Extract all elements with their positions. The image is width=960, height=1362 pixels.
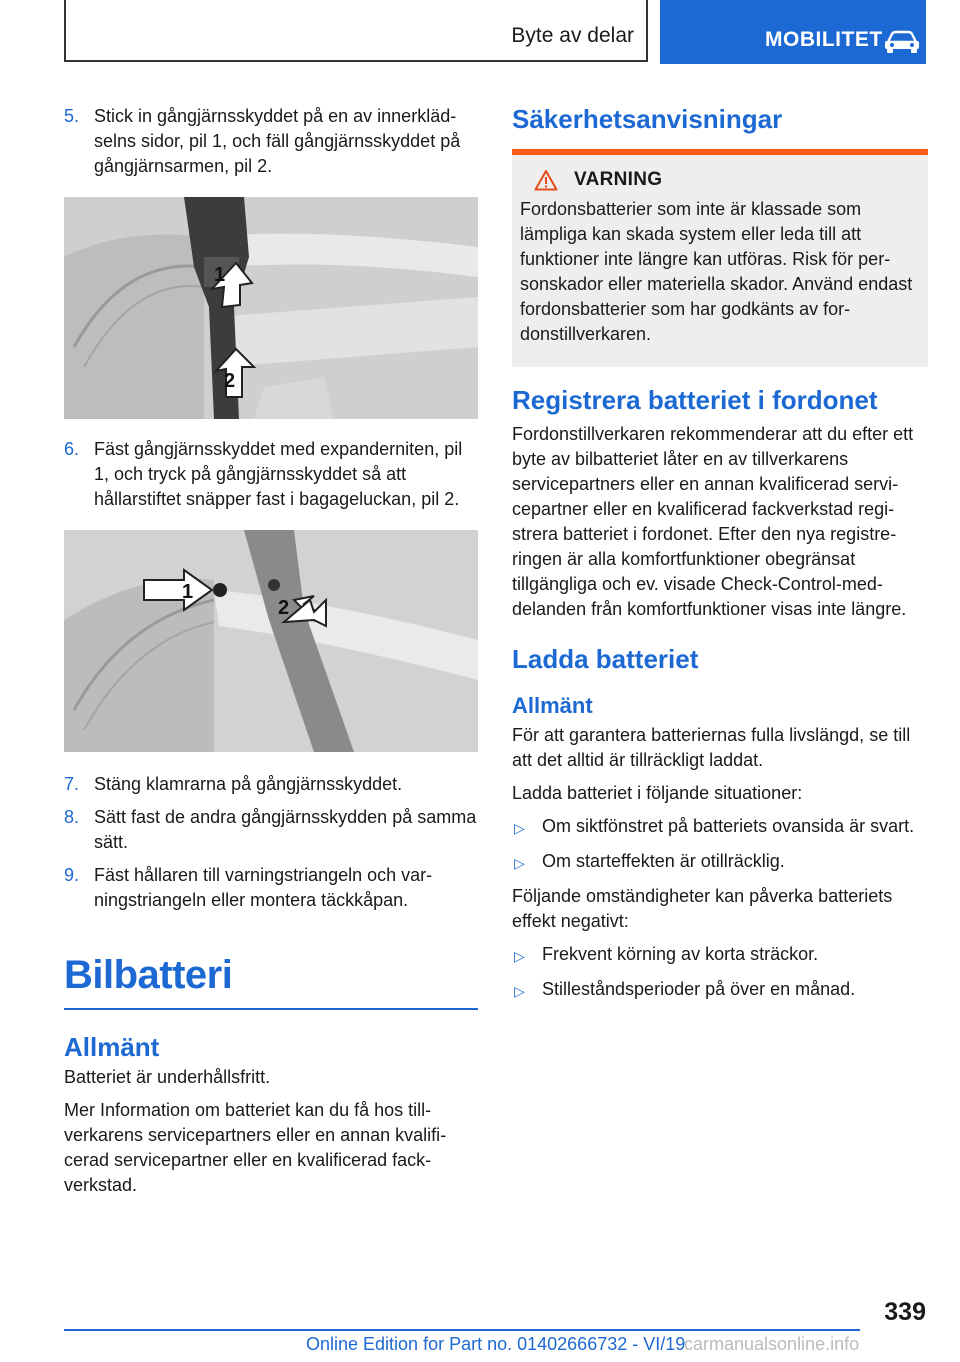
- list-item-text: Frekvent körning av korta sträckor.: [542, 944, 819, 964]
- chapter-tab-label: MOBILITET: [765, 28, 883, 51]
- heading-allmant: Allmänt: [64, 1032, 160, 1062]
- list-item: [512, 977, 928, 1004]
- heading-bilbatteri: Bilbatteri: [64, 953, 478, 1010]
- list-item-text: Om starteffekten är otillräcklig.: [542, 851, 785, 871]
- list-item-text: Om siktfönstret på batteriets ovansida är svart.: [542, 816, 915, 836]
- triangle-bullet-icon: ▷: [514, 855, 525, 871]
- page-header: [64, 0, 926, 64]
- list-item: [512, 849, 928, 876]
- left-column: [64, 104, 478, 1206]
- step-number: 5.: [64, 106, 80, 126]
- footer-divider: [64, 1329, 860, 1331]
- arrow-label-2: 2: [278, 597, 290, 619]
- arrow-label-1: 1: [214, 264, 226, 286]
- heading-registrera-batteriet: Registrera batteriet i fordonet: [512, 385, 878, 415]
- paragraph: Fordonstillverkaren rekommenderar att du efter ett byte av bilbatteriet låter en av tillverkarens servicepartners eller en annan kvalificerad servicepartner eller en kvalificerad fackverkstad registrera batteriet i fordonet. Efter den nya registreringen är alla komfortfunktioner obegränsat tillgängliga och ev. visade Check-Control-meddelanden från komfortfunktioner visas inte längre.: [512, 424, 914, 619]
- subheading-allmant: Allmänt: [512, 693, 593, 718]
- footer-edition: Online Edition for Part no. 01402666732 - VI/19: [306, 1334, 686, 1354]
- trunk-hinge-photo-1: [64, 197, 478, 419]
- car-icon: [882, 28, 922, 54]
- list-item: [512, 942, 928, 969]
- heading-ladda-batteriet: Ladda batteriet: [512, 644, 699, 674]
- triangle-bullet-icon: ▷: [514, 948, 525, 964]
- warning-header: [520, 169, 920, 191]
- footer-watermark: carmanualsonline.info: [684, 1334, 860, 1354]
- step-text: Sätt fast de andra gångjärnsskydden på samma sätt.: [94, 807, 477, 852]
- step-number: 7.: [64, 774, 80, 794]
- page-number: 339: [884, 1298, 926, 1326]
- warning-title: VARNING: [574, 169, 663, 190]
- paragraph: Batteriet är underhållsfritt.: [64, 1067, 271, 1087]
- right-column: [512, 104, 928, 1012]
- chapter-tab: [660, 0, 926, 64]
- trunk-hinge-photo-2: [64, 530, 478, 752]
- step-number: 9.: [64, 865, 80, 885]
- warning-box: [512, 149, 928, 367]
- paragraph: Mer Information om batteriet kan du få hos tillverkarens servicepartners eller en annan kvalificerad servicepartner eller en kvalificerad fackverkstad.: [64, 1100, 447, 1195]
- step-9: [64, 863, 478, 913]
- heading-sakerhetsanvisningar: Säkerhetsanvisningar: [512, 104, 783, 134]
- triangle-bullet-icon: ▷: [514, 983, 525, 999]
- step-8: [64, 805, 478, 855]
- step-number: 8.: [64, 807, 80, 827]
- paragraph: Följande omständigheter kan påverka batteriets effekt negativt:: [512, 886, 893, 931]
- step-text: Stick in gångjärnsskyddet på en av innerklädselns sidor, pil 1, och fäll gångjärnsskyddet på gångjärnsarmen, pil 2.: [94, 106, 461, 176]
- paragraph: För att garantera batteriernas fulla livslängd, se till att det alltid är tillräckligt laddat.: [512, 725, 911, 770]
- step-5: [64, 104, 478, 179]
- step-text: Fäst hållaren till varningstriangeln och varningstriangeln eller montera täckkåpan.: [94, 865, 433, 910]
- list-item: [512, 814, 928, 841]
- section-title-box: [64, 0, 648, 62]
- step-number: 6.: [64, 439, 80, 459]
- step-text: Stäng klamrarna på gångjärnsskyddet.: [94, 774, 403, 794]
- arrow-label-1: 1: [182, 581, 194, 603]
- warning-text: Fordonsbatterier som inte är klassade som lämpliga kan skada system eller leda till att funktioner inte längre kan utföras. Risk för personskador eller materiella skador. Använd endast fordonsbatterier som har godkänts av fordonstillverkaren.: [520, 199, 913, 344]
- arrow-label-2: 2: [224, 370, 236, 392]
- step-text: Fäst gångjärnsskyddet med expanderniten, pil 1, och tryck på gångjärnsskyddet så att hållarstiftet snäpper fast i bagageluckan, pil 2.: [94, 439, 463, 509]
- paragraph: Ladda batteriet i följande situationer:: [512, 783, 803, 803]
- triangle-bullet-icon: ▷: [514, 820, 525, 836]
- list-item-text: Stilleståndsperioder på över en månad.: [542, 979, 856, 999]
- section-title: Byte av delar: [511, 24, 634, 47]
- warning-triangle-icon: [534, 169, 558, 191]
- step-6: [64, 437, 478, 512]
- step-7: [64, 772, 478, 797]
